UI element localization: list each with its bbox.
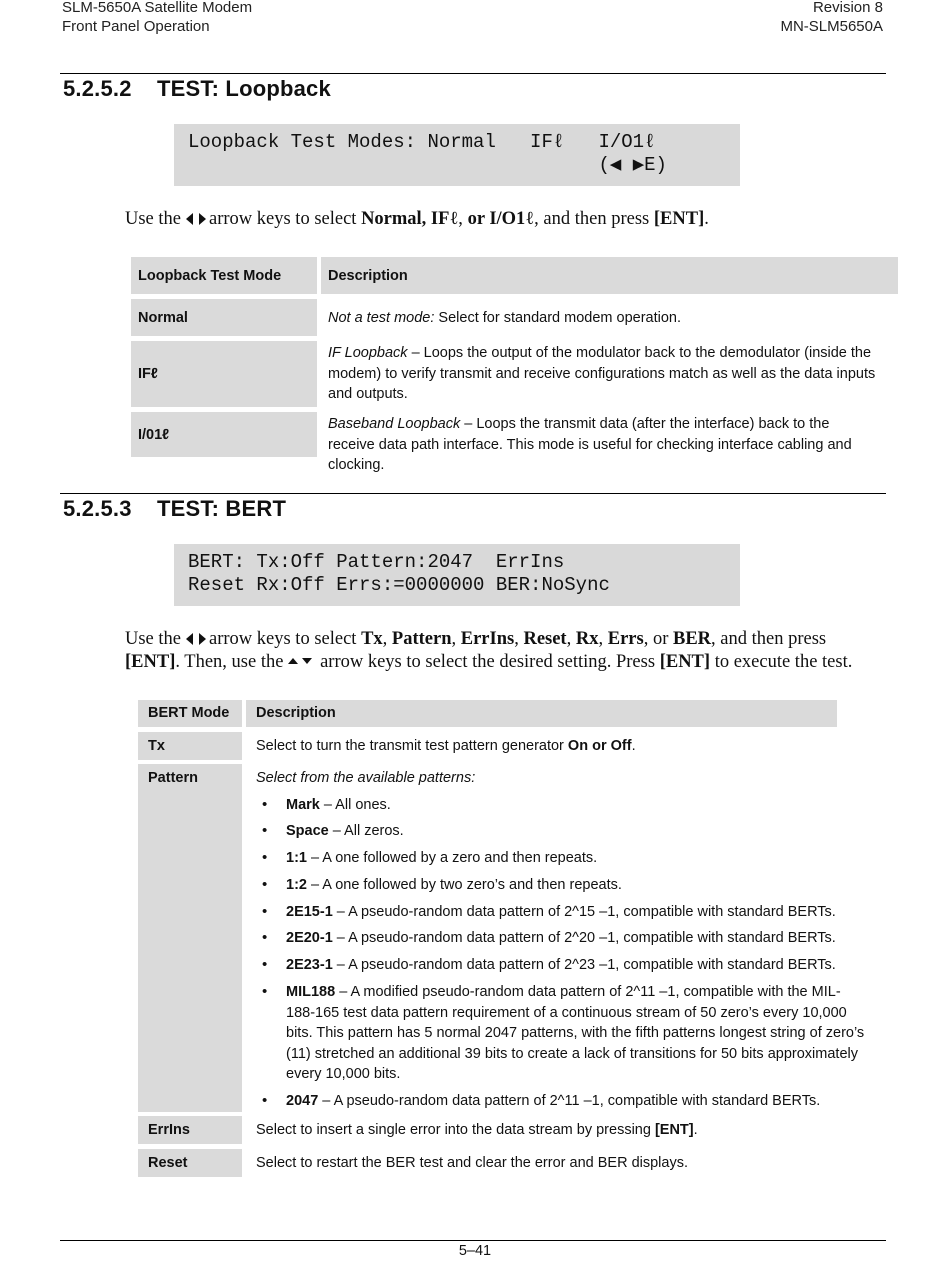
text: .	[631, 738, 636, 754]
table-header-description: Description	[246, 700, 837, 727]
text: Select for standard modem operation.	[434, 310, 682, 326]
text: ,	[382, 629, 388, 649]
section-title: TEST: BERT	[157, 496, 287, 521]
table-cell-description	[246, 732, 866, 760]
section-heading-bert	[63, 496, 286, 522]
section-rule	[60, 493, 886, 494]
pattern-name: 1:1	[286, 850, 307, 867]
text: – A pseudo-random data pattern of 2^11 –1, compatible with standard BERTs.	[318, 1092, 821, 1109]
list-item	[256, 821, 866, 842]
table-cell-mode: I/01ℓ	[131, 412, 317, 457]
text: – A one followed by a zero and then repeats.	[306, 850, 598, 867]
lcd-line-1: BERT: Tx:Off Pattern:2047 ErrIns	[188, 551, 565, 573]
table-cell-mode: Reset	[138, 1149, 242, 1177]
lcd-line-1: Loopback Test Modes: Normal IFℓ I/O1ℓ	[188, 131, 656, 153]
pattern-name: 2E23-1	[286, 957, 333, 974]
pattern-name: 2E15-1	[286, 903, 333, 920]
pattern-name: Space	[286, 823, 329, 840]
right-arrow-icon	[199, 213, 206, 225]
lcd-display-loopback	[174, 124, 740, 186]
list-item	[256, 848, 866, 869]
key-term: Errs	[607, 629, 644, 649]
text: to execute the test.	[714, 652, 853, 672]
text: – A pseudo-random data pattern of 2^23 –1, compatible with standard BERTs.	[332, 957, 836, 974]
list-item	[256, 1091, 866, 1112]
table-cell-description: Select to restart the BER test and clear the error and BER displays.	[256, 1155, 688, 1171]
pattern-list	[256, 795, 866, 1112]
list-item	[256, 902, 866, 923]
header-doc-number: MN-SLM5650A	[780, 18, 883, 35]
lcd-line-2: (◀ ▶E)	[188, 154, 667, 176]
footer-rule	[60, 1240, 886, 1241]
pattern-name: MIL188	[286, 984, 336, 1001]
text: – A modified pseudo-random data pattern of 2^11 –1, compatible with the MIL-188-165 test data pattern requirement of a continuous stream of 50 zero’s every 10,000 bits. This pattern has 5 normal 2047 patterns, with the fifth patterns longest string of zero’s (11) stretched an additional 39 bits to create a lack of transitions for 50 bits approximately every 10,000 bits.	[286, 984, 865, 1083]
running-header-right	[780, 0, 883, 36]
running-header-left	[62, 0, 252, 36]
right-arrow-icon	[199, 633, 206, 645]
left-arrow-icon	[186, 213, 193, 225]
text: Use the	[125, 209, 181, 229]
header-chapter: Front Panel Operation	[62, 18, 210, 35]
section-heading-loopback	[63, 76, 331, 102]
italic-term: Not a test mode:	[328, 310, 435, 326]
up-arrow-icon	[288, 658, 298, 664]
text: – Loops the transmit data (after the interface) back to the receive data path interface. This mode is useful for checking interface cabling and clocking.	[328, 416, 852, 473]
text: Select to turn the transmit test pattern generator	[256, 738, 568, 754]
text: arrow keys to select the desired setting. Press	[320, 652, 656, 672]
section-number: 5.2.5.2	[63, 76, 132, 101]
table-cell-description	[246, 764, 876, 1112]
text: .	[704, 209, 709, 229]
table-cell-mode: Normal	[131, 299, 317, 336]
page-number: 5–41	[458, 1243, 492, 1259]
key-term: ErrIns	[460, 629, 515, 649]
table-header-description: Description	[321, 257, 898, 294]
text: Select to insert a single error into the data stream by pressing	[256, 1122, 655, 1138]
key-term: or I/O1	[467, 209, 526, 229]
table-cell-mode: ErrIns	[138, 1116, 242, 1144]
key-term: BER	[673, 629, 712, 649]
pattern-name: 1:2	[286, 876, 307, 893]
text: ℓ,	[449, 209, 463, 229]
text: . Then, use the	[175, 652, 284, 672]
key-term: Normal, IF	[361, 209, 450, 229]
key-term: Rx	[575, 629, 599, 649]
text: ,	[514, 629, 519, 649]
key-term: Tx	[361, 629, 383, 649]
left-arrow-icon	[186, 633, 193, 645]
text: – A one followed by two zero’s and then repeats.	[306, 876, 622, 893]
table-header-mode: Loopback Test Mode	[131, 257, 317, 294]
pattern-intro: Select from the available patterns:	[256, 770, 476, 786]
key-term: [ENT]	[659, 652, 711, 672]
text: arrow keys to select	[209, 629, 357, 649]
table-cell-mode: Pattern	[138, 764, 242, 1112]
text: .	[693, 1122, 698, 1138]
text: ℓ, and then press	[525, 209, 650, 229]
italic-term: Baseband Loopback	[328, 416, 461, 432]
table-cell-description	[321, 412, 884, 473]
key-term: [ENT]	[125, 652, 176, 672]
table-cell-description	[321, 341, 884, 407]
text: – Loops the output of the modulator back to the demodulator (inside the modem) to verify transmit and receive configurations match as well as the data inputs and outputs.	[328, 345, 876, 402]
list-item	[256, 795, 866, 816]
table-cell-mode: Tx	[138, 732, 242, 760]
loopback-instructions	[125, 208, 895, 231]
text: ,	[598, 629, 604, 649]
text: – A pseudo-random data pattern of 2^15 –1, compatible with standard BERTs.	[332, 903, 836, 920]
pattern-name: 2047	[286, 1092, 319, 1109]
key-term: Reset	[523, 629, 567, 649]
text: Use the	[125, 629, 181, 649]
bert-instructions	[125, 628, 895, 674]
table-cell-description	[321, 299, 898, 336]
text: arrow keys to select	[209, 209, 357, 229]
text: , or	[643, 629, 669, 649]
table-cell-mode: IFℓ	[131, 341, 317, 407]
header-revision: Revision 8	[812, 0, 883, 16]
lcd-display-bert	[174, 544, 740, 606]
lcd-line-2: Reset Rx:Off Errs:=0000000 BER:NoSync	[188, 574, 610, 596]
key-term: On or Off	[567, 738, 632, 754]
key-term: Pattern	[391, 629, 452, 649]
text: – A pseudo-random data pattern of 2^20 –1, compatible with standard BERTs.	[332, 930, 836, 947]
italic-term: IF Loopback	[328, 345, 408, 361]
section-title: TEST: Loopback	[157, 76, 331, 101]
table-header-mode: BERT Mode	[138, 700, 242, 727]
list-item	[256, 955, 866, 976]
table-cell-description	[246, 1116, 866, 1144]
list-item	[256, 875, 866, 896]
text: – All ones.	[319, 796, 391, 813]
header-product: SLM-5650A Satellite Modem	[62, 0, 253, 16]
text: – All zeros.	[328, 823, 404, 840]
key-term: [ENT]	[654, 1122, 694, 1138]
text: , and then press	[711, 629, 827, 649]
pattern-name: Mark	[286, 796, 320, 813]
list-item	[256, 982, 866, 1085]
text: ,	[566, 629, 572, 649]
key-term: [ENT]	[653, 209, 705, 229]
section-rule	[60, 73, 886, 74]
list-item	[256, 928, 866, 949]
section-number: 5.2.5.3	[63, 496, 132, 521]
pattern-name: 2E20-1	[286, 930, 333, 947]
text: ,	[451, 629, 457, 649]
down-arrow-icon	[302, 658, 312, 664]
